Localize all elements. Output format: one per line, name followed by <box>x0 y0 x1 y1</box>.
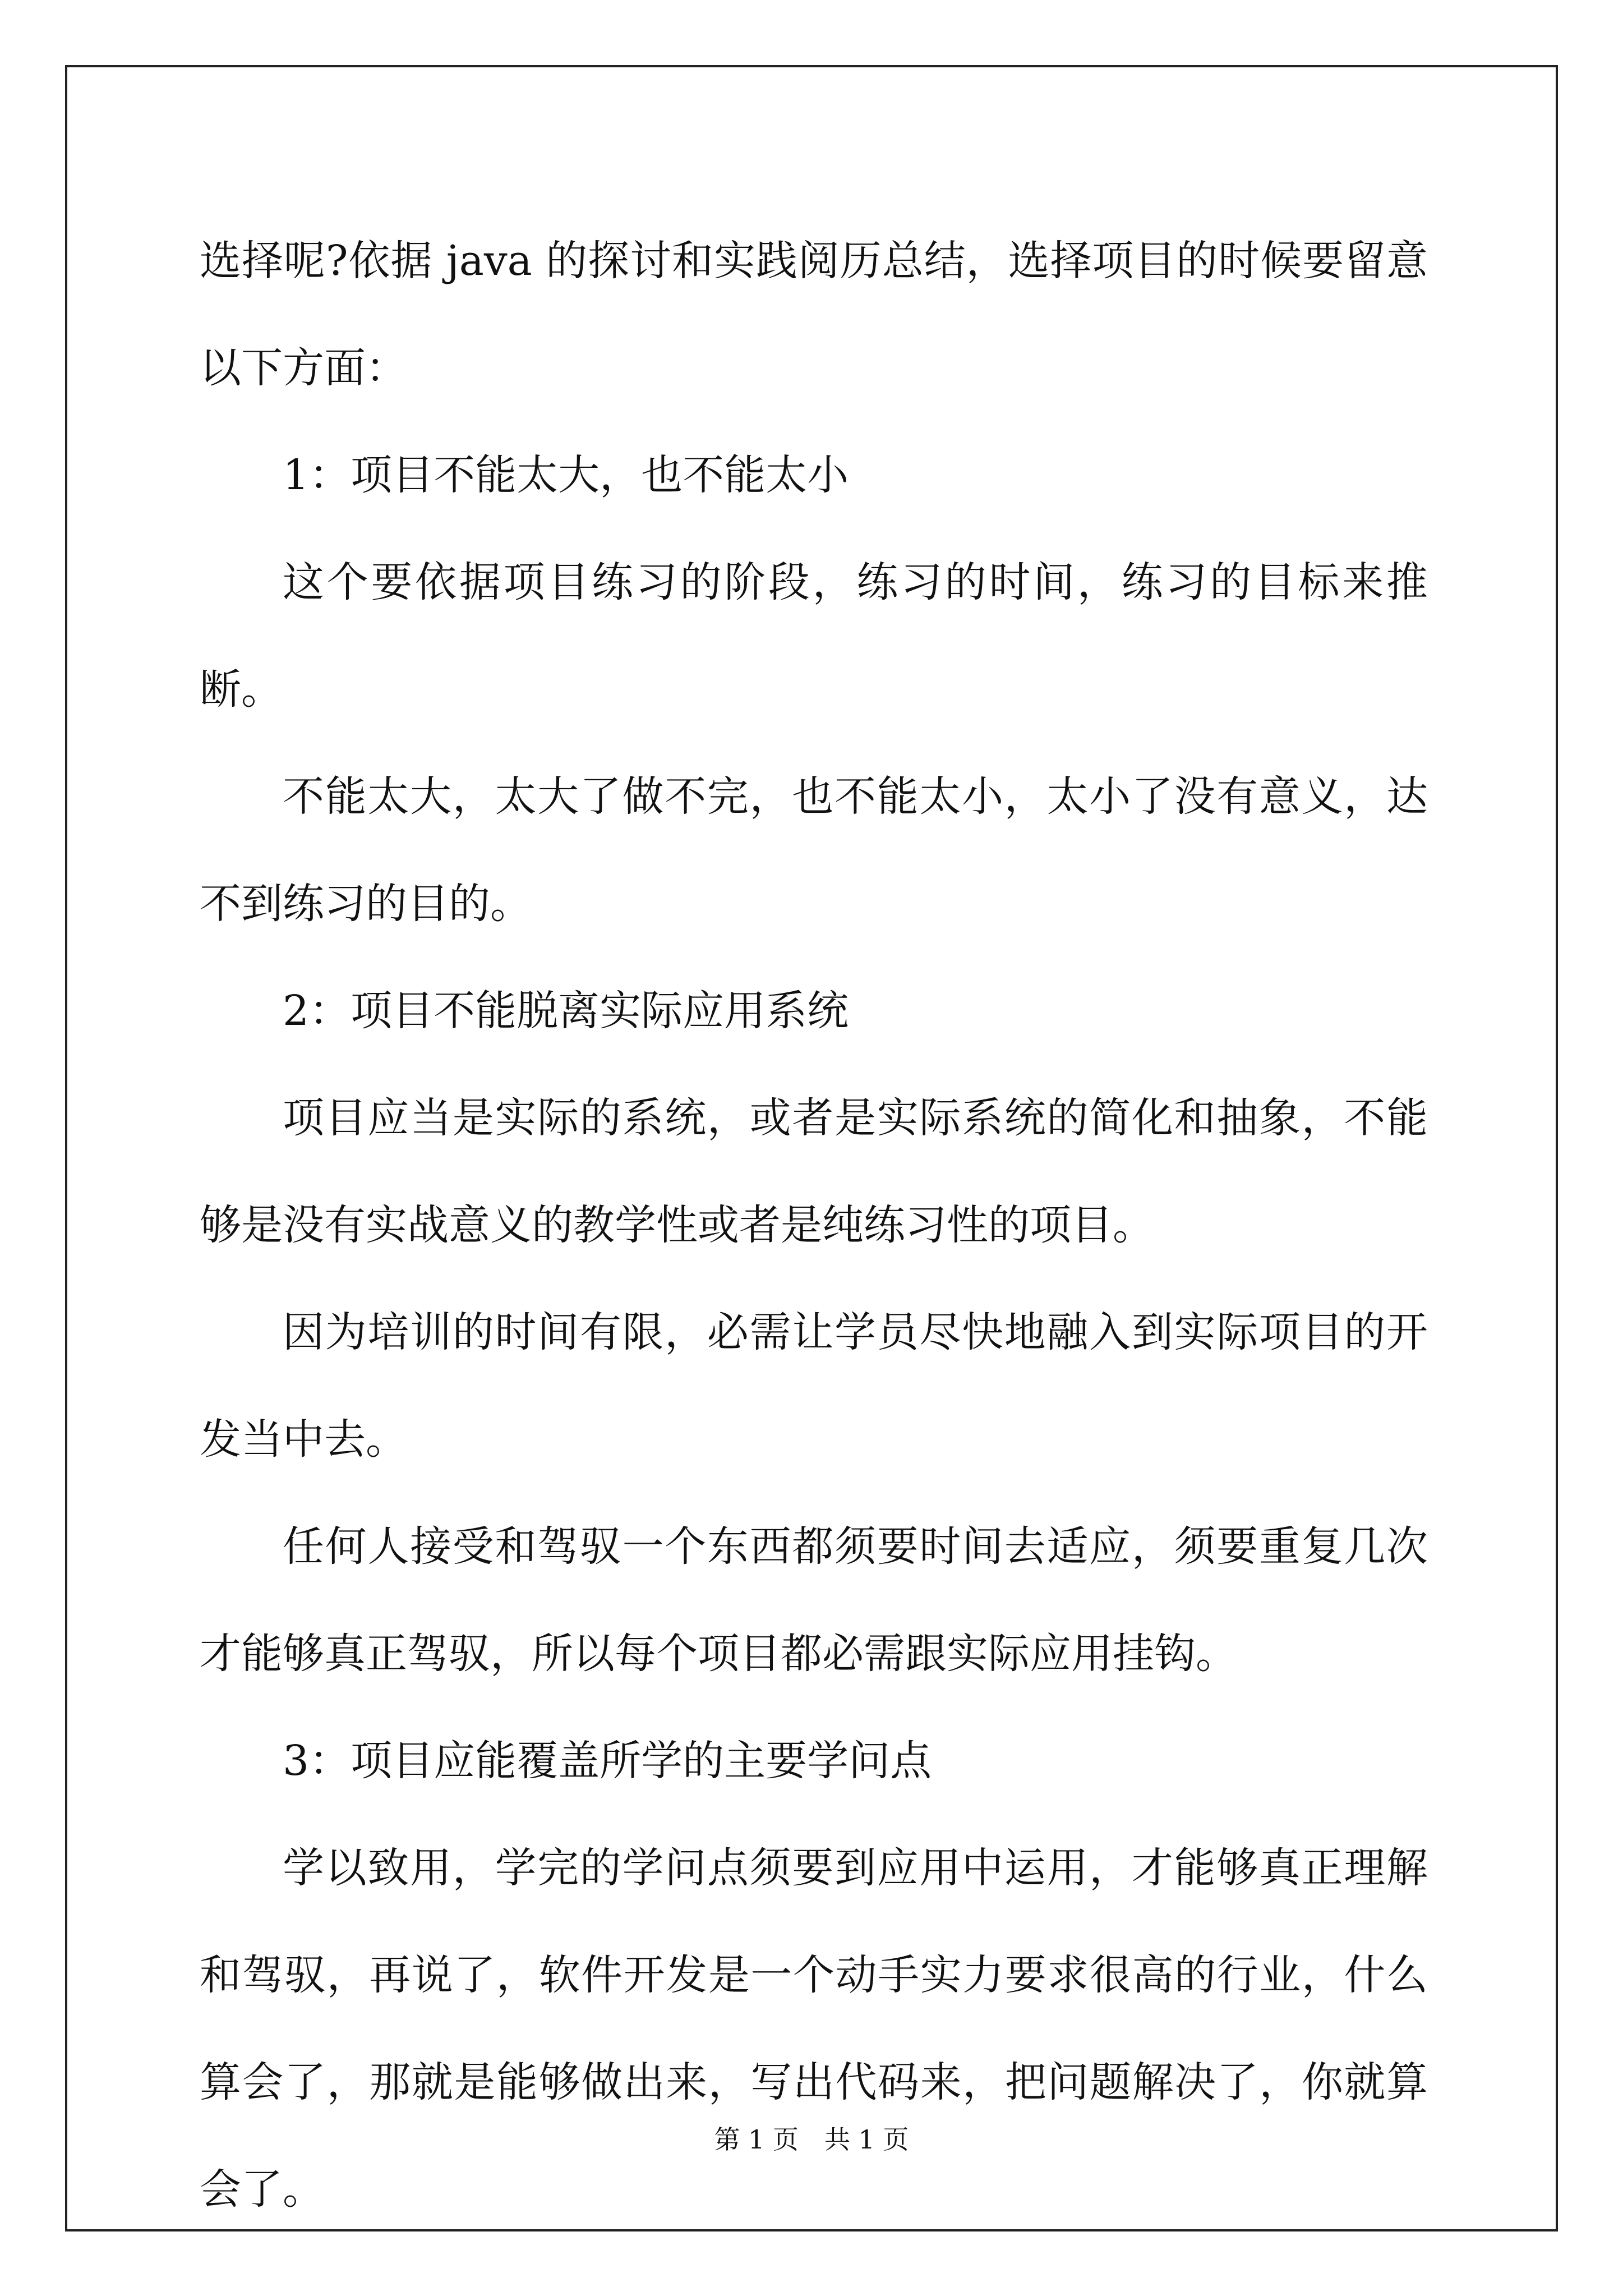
paragraph: 选择呢?依据 java 的探讨和实践阅历总结，选择项目的时候要留意以下方面： <box>200 237 1428 392</box>
page-footer: 第 1 页 共 1 页 <box>714 2124 909 2155</box>
paragraph: 学以致用，学完的学问点须要到应用中运用，才能够真正理解和驾驭，再说了，软件开发是一个动手实力要求很高的行业，什么算会了，那就是能够做出来，写出代码来，把问题解决了，你就算会了。 <box>200 1844 1428 2214</box>
section-heading: 2：项目不能脱离实际应用系统 <box>283 987 849 1035</box>
paragraph: 这个要依据项目练习的阶段，练习的时间，练习的目标来推断。 <box>200 558 1428 714</box>
section-heading: 3：项目应能覆盖所学的主要学问点 <box>283 1737 932 1785</box>
section-heading: 1：项目不能太大，也不能太小 <box>283 451 849 499</box>
paragraph: 项目应当是实际的系统，或者是实际系统的简化和抽象，不能够是没有实战意义的教学性或者是纯练习性的项目。 <box>200 1094 1428 1249</box>
document-body <box>200 208 1428 2243</box>
paragraph: 因为培训的时间有限，必需让学员尽快地融入到实际项目的开发当中去。 <box>200 1308 1428 1464</box>
paragraph: 不能太大，太大了做不完，也不能太小，太小了没有意义，达不到练习的目的。 <box>200 772 1428 928</box>
paragraph: 任何人接受和驾驭一个东西都须要时间去适应，须要重复几次才能够真正驾驭，所以每个项目都必需跟实际应用挂钩。 <box>200 1522 1428 1678</box>
